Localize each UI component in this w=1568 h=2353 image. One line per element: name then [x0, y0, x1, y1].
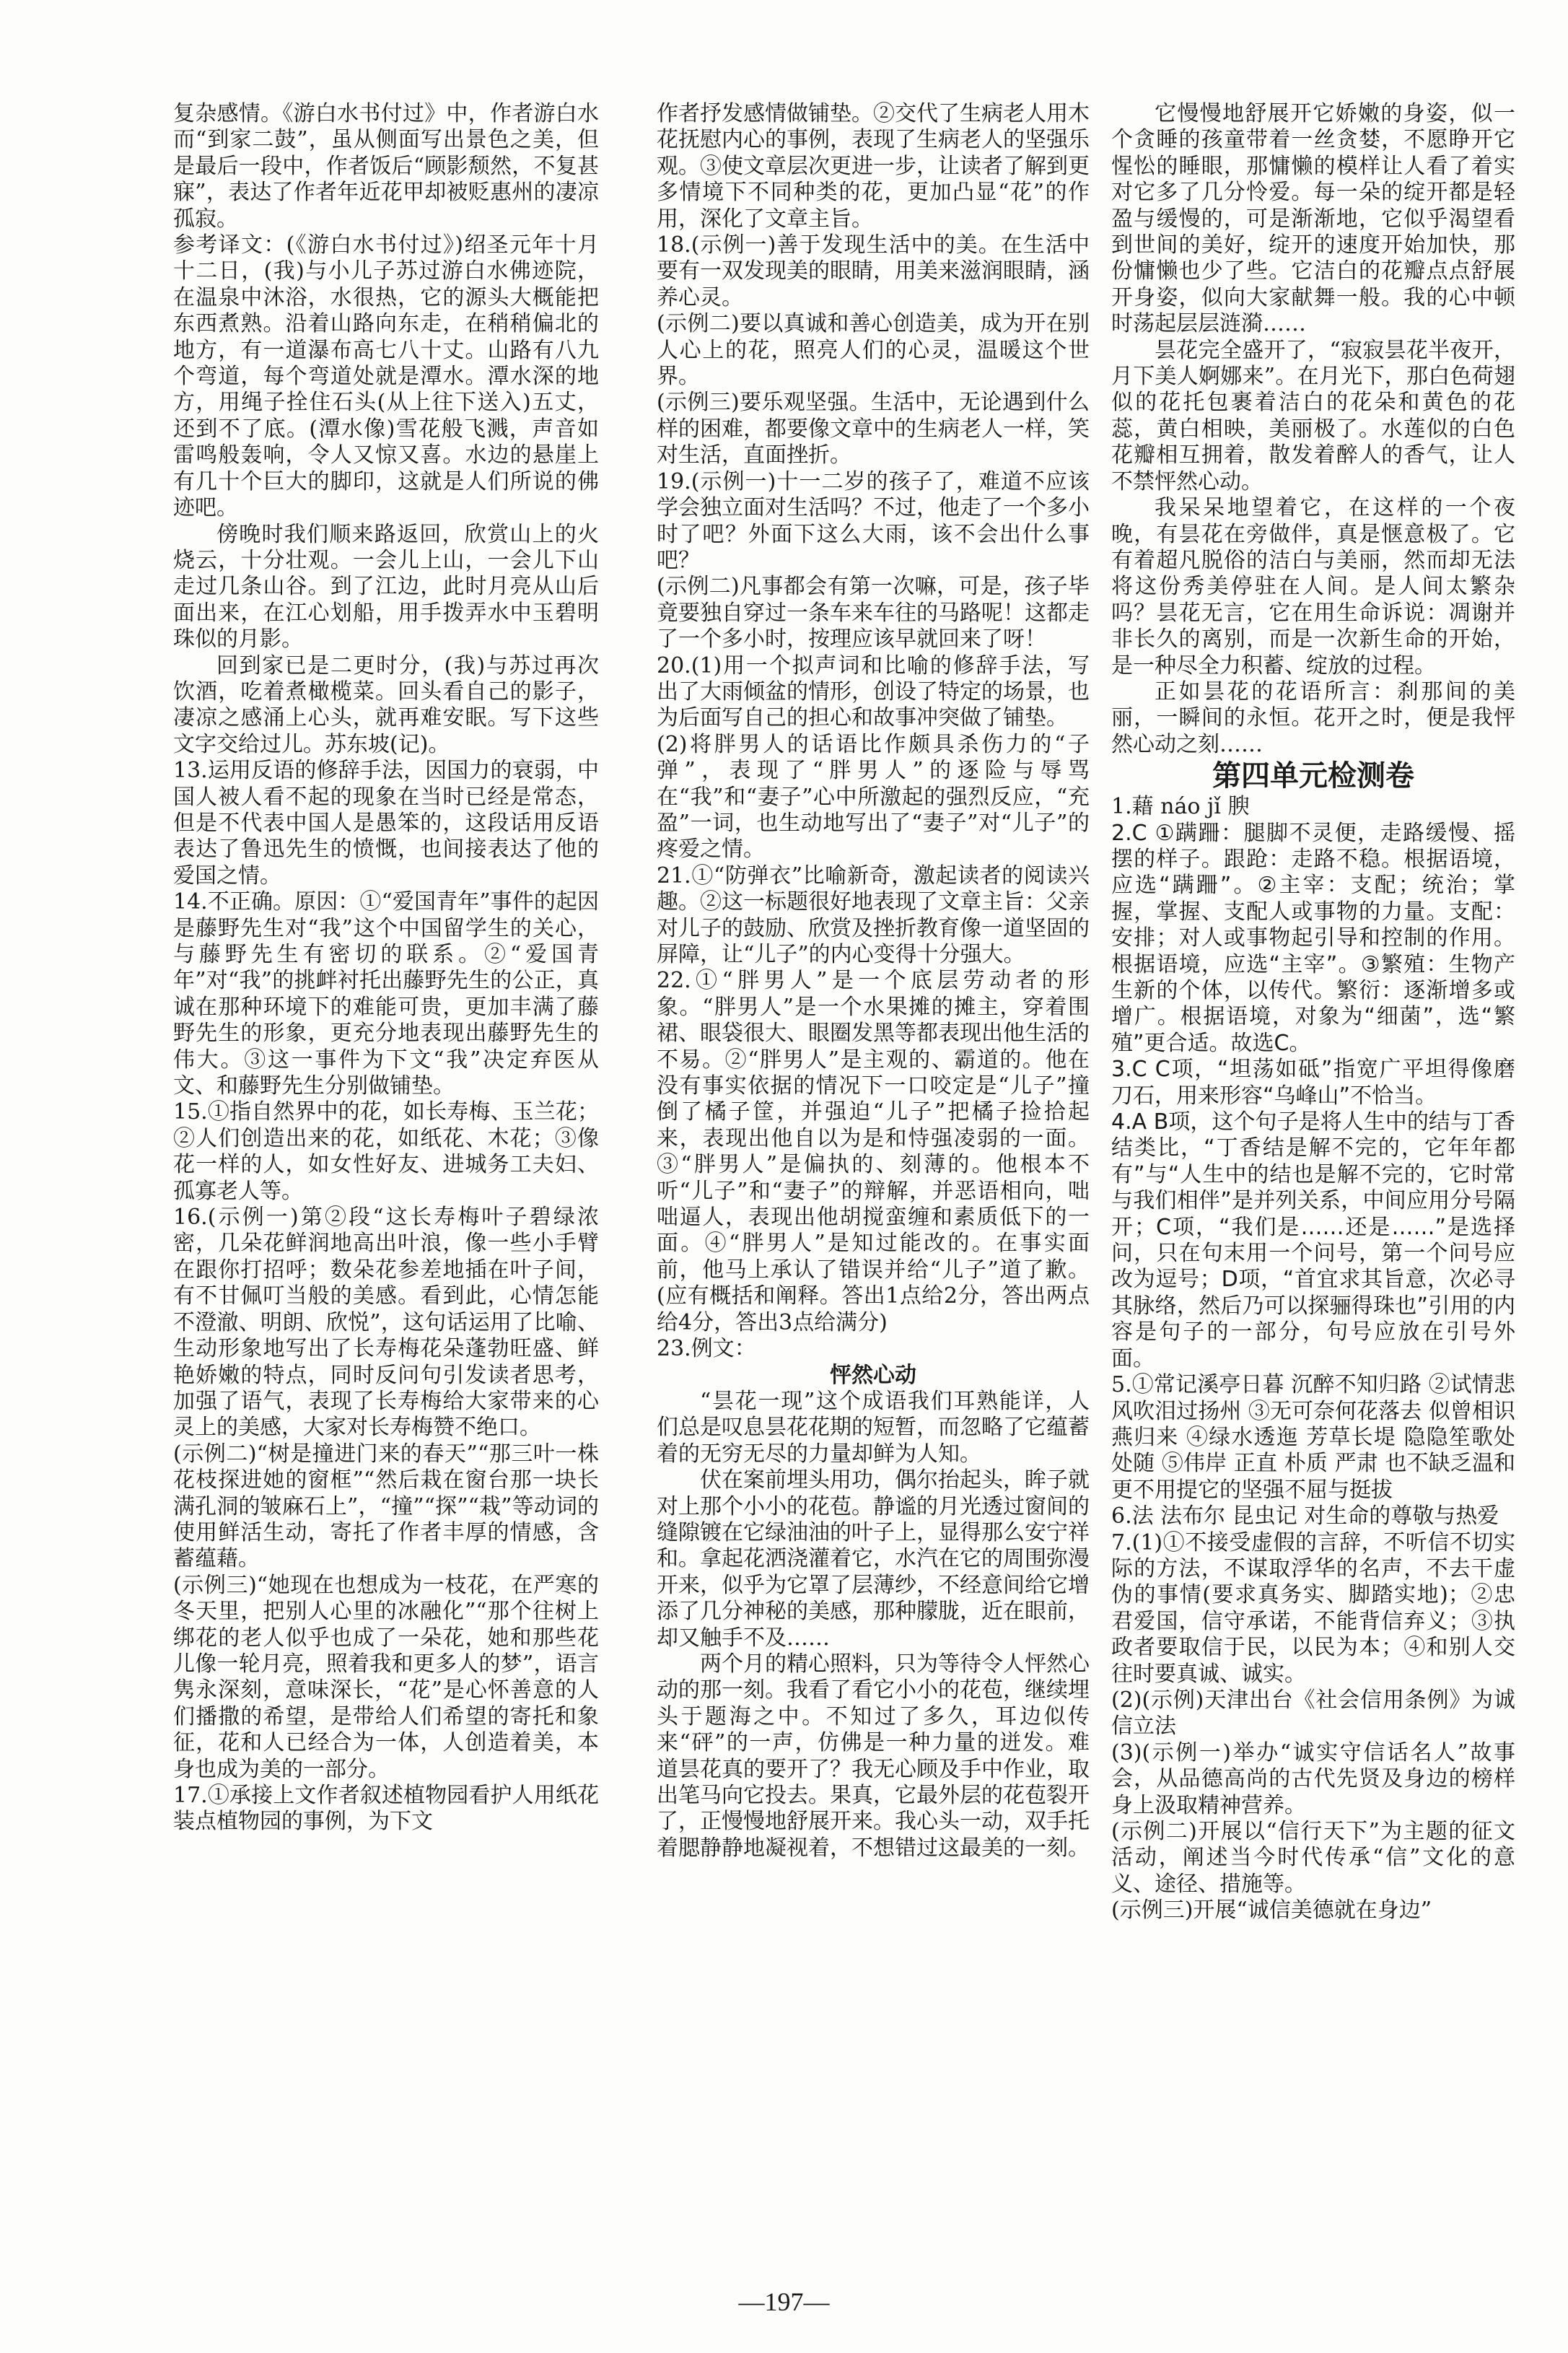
answer-paragraph: 18.(示例一)善于发现生活中的美。在生活中要有一双发现美的眼睛，用美来滋润眼睛，涵养心灵。 [657, 232, 1090, 310]
answer-paragraph: “昙花一现”这个成语我们耳熟能详，人们总是叹息昙花花期的短暂，而忽略了它蕴蓄着的无穷无尽的力量却鲜为人知。 [657, 1388, 1090, 1467]
answer-paragraph: 21.①“防弹衣”比喻新奇，激起读者的阅读兴趣。②这一标题很好地表现了文章主旨：父亲对儿子的鼓励、欣赏及挫折教育像一道坚固的屏障，让“儿子”的内心变得十分强大。 [657, 863, 1090, 967]
answer-paragraph: (示例三)开展“诚信美德就在身边” [1111, 1898, 1432, 1924]
answer-paragraph: 14.不正确。原因：①“爱国青年”事件的起因是藤野先生对“我”这个中国留学生的关心，与藤野先生有密切的联系。②“爱国青年”对“我”的挑衅衬托出藤野先生的公正，真诚在那种环境下的难能可贵，更加丰满了藤野先生的形象，更充分地表现出藤野先生的伟大。③这一事件为下文“我”决定弃医从文、和藤野先生分别做铺垫。 [173, 889, 599, 1099]
page-number: —197— [738, 2287, 830, 2316]
answer-paragraph: 22.①“胖男人”是一个底层劳动者的形象。“胖男人”是一个水果摊的摊主，穿着围裙、眼袋很大、眼圈发黑等都表现出他生活的不易。②“胖男人”是主观的、霸道的。他在没有事实依据的情况下一口咬定是“儿子”撞倒了橘子筐，并强迫“儿子”把橘子捡拾起来，表现出他自以为是和恃强凌弱的一面。③“胖男人”是偏执的、刻薄的。他根本不听“儿子”和“妻子”的辩解，并恶语相向，咄咄逼人，表现出他胡搅蛮缠和素质低下的一面。④“胖男人”是知过能改的。在事实面前，他马上承认了错误并给“儿子”道了歉。(应有概括和阐释。答出1点给2分，答出两点给4分，答出3点给满分) [657, 968, 1090, 1335]
answer-paragraph: (示例三)要乐观坚强。生活中，无论遇到什么样的困难，都要像文章中的生病老人一样，笑对生活，直面挫折。 [657, 390, 1090, 468]
answer-paragraph: 16.(示例一)第②段“这长寿梅叶子碧绿浓密，几朵花鲜润地高出叶浪，像一些小手臂在跟你打招呼；数朵花参差地插在叶子间，有不甘佩叮当般的美感。看到此，心情怎能不澄澈、明朗、欣悦”，这句话运用了比喻、生动形象地写出了长寿梅花朵蓬勃旺盛、鲜艳娇嫩的特点，同时反问句引发读者思考，加强了语气，表现了长寿梅给大家带来的心灵上的美感，大家对长寿梅赞不绝口。 [173, 1205, 599, 1441]
answer-paragraph: 2.C ①蹒跚：腿脚不灵便，走路缓慢、摇摆的样子。跟跄：走路不稳。根据语境，应选“蹒跚”。②主宰：支配；统治；掌握，掌握、支配人或事物的力量。支配：安排；对人或事物起引导和控制的作用。根据语境，应选“主宰”。③繁殖：生物产生新的个体，以传代。繁衍：逐渐增多或增广。根据语境，对象为“细菌”，选“繁殖”更合适。故选C。 [1111, 820, 1515, 1056]
answer-paragraph: (示例二)凡事都会有第一次嘛，可是，孩子毕竟要独自穿过一条车来车往的马路呢！这都走了一个多小时，按理应该早就回来了呀！ [657, 574, 1090, 652]
answer-paragraph: (2)(示例)天津出台《社会信用条例》为诚信立法 [1111, 1687, 1515, 1739]
answer-paragraph: 3.C C项，“坦荡如砥”指宽广平坦得像磨刀石，用来形容“乌峰山”不恰当。 [1111, 1057, 1515, 1109]
answer-paragraph: 17.①承接上文作者叙述植物园看护人用纸花装点植物园的事例，为下文 [173, 1783, 599, 1835]
answer-paragraph: 回到家已是二更时分，(我)与苏过再次饮酒，吃着煮橄榄菜。回头看自己的影子，凄凉之感涌上心头，就再难安眠。写下这些文字交给过儿。苏东坡(记)。 [173, 652, 599, 757]
answer-paragraph: (示例二)“树是撞进门来的春天”“那三叶一株花枝探进她的窗框”“然后栽在窗台那一块长满孔洞的皱麻石上”，“撞”“探”“栽”等动词的使用鲜活生动，寄托了作者丰厚的情感，含蓄蕴藉。 [173, 1441, 599, 1572]
answer-paragraph: (示例二)开展以“信行天下”为主题的征文活动，阐述当今时代传承“信”文化的意义、途径、措施等。 [1111, 1819, 1515, 1897]
answer-paragraph: 复杂感情。《游白水书付过》中，作者游白水而“到家二鼓”，虽从侧面写出景色之美，但是最后一段中，作者饭后“顾影颓然，不复甚寐”，表达了作者年近花甲却被贬惠州的凄凉孤寂。 [173, 101, 599, 232]
answer-column-middle [657, 101, 1090, 1861]
section-heading: 第四单元检测卷 [1212, 759, 1414, 793]
answer-paragraph: (示例二)要以真诚和善心创造美，成为开在别人心上的花，照亮人们的心灵，温暖这个世界。 [657, 311, 1090, 390]
answer-paragraph: 昙花完全盛开了，“寂寂昙花半夜开，月下美人婀娜来”。在月光下，那白色荷翅似的花托包裹着洁白的花朵和黄色的花蕊，黄白相映，美丽极了。水莲似的白色花瓣相互拥着，散发着醉人的香气，让人不禁怦然心动。 [1111, 337, 1515, 494]
answer-paragraph: 伏在案前埋头用功，偶尔抬起头，眸子就对上那个小小的花苞。静谧的月光透过窗间的缝隙镀在它绿油油的叶子上，显得那么安宁祥和。拿起花洒浇灌着它，水汽在它的周围弥漫开来，似乎为它罩了层薄纱，不经意间给它增添了几分神秘的美感，那种朦胧，近在眼前，却又触手不及…… [657, 1467, 1090, 1651]
answer-paragraph: 它慢慢地舒展开它娇嫩的身姿，似一个贪睡的孩童带着一丝贪婪，不愿睁开它惺忪的睡眼，那慵懒的模样让人看了着实对它多了几分怜爱。每一朵的绽开都是轻盈与缓慢的，可是渐渐地，它似乎渴望看到世间的美好，绽开的速度开始加快，那份慵懒也少了些。它洁白的花瓣点点舒展开身姿，似向大家献舞一般。我的心中顿时荡起层层涟漪…… [1111, 101, 1515, 337]
answer-paragraph: 20.(1)用一个拟声词和比喻的修辞手法，写出了大雨倾盆的情形，创设了特定的场景，也为后面写自己的担心和故事冲突做了铺垫。 [657, 652, 1090, 731]
answer-paragraph: (示例三)“她现在也想成为一枝花，在严寒的冬天里，把别人心里的冰融化”“那个往树上绑花的老人似乎也成了一朵花，她和那些花儿像一轮月亮，照着我和更多人的梦”，语言隽永深刻，意味深长，“花”是心怀善意的人们播撒的希望，是带给人们希望的寄托和象征，花和人已经合为一体，人创造着美，本身也成为美的一部分。 [173, 1572, 599, 1782]
answer-paragraph: 我呆呆地望着它，在这样的一个夜晚，有昙花在旁做伴，真是惬意极了。它有着超凡脱俗的洁白与美丽，然而却无法将这份秀美停驻在人间。是人间太繁杂吗？昙花无言，它在用生命诉说：凋谢并非长久的离别，而是一次新生命的开始，是一种尽全力积蓄、绽放的过程。 [1111, 495, 1515, 678]
answer-paragraph: 4.A B项，这个句子是将人生中的结与丁香结类比，“丁香结是解不完的，它年年都有”与“人生中的结也是解不完的，它时常与我们相伴”是并列关系，中间应用分号隔开；C项，“我们是……还是……”是选择问，只在句末用一个问号，第一个问号应改为逗号；D项，“首宜求其旨意，次必寻其脉络，然后乃可以探骊得珠也”引用的内容是句子的一部分，句号应放在引号外面。 [1111, 1109, 1515, 1371]
answer-paragraph: 参考译文：(《游白水书付过》)绍圣元年十月十二日，(我)与小儿子苏过游白水佛迹院，在温泉中沐浴，水很热，它的源头大概能把东西煮熟。沿着山路向东走，在稍稍偏北的地方，有一道瀑布高七八十丈。山路有八九个弯道，每个弯道处就是潭水。潭水深的地方，用绳子拴住石头(从上往下送入)五丈，还到不了底。(潭水像)雪花般飞溅，声音如雷鸣般轰响，令人又惊又喜。水边的悬崖上有几十个巨大的脚印，这就是人们所说的佛迹吧。 [173, 232, 599, 521]
answer-paragraph: 15.①指自然界中的花，如长寿梅、玉兰花；②人们创造出来的花，如纸花、木花；③像花一样的人，如女性好友、进城务工夫妇、孤寡老人等。 [173, 1099, 599, 1204]
answer-paragraph: 13.运用反语的修辞手法，因国力的衰弱，中国人被人看不起的现象在当时已经是常态，但是不代表中国人是愚笨的，这段话用反语表达了鲁迅先生的愤慨，也间接表达了他的爱国之情。 [173, 758, 599, 889]
answer-paragraph: 7.(1)①不接受虚假的言辞，不听信不切实际的方法，不谋取浮华的名声，不去干虚伪的事情(要求真务实、脚踏实地)；②忠君爱国，信守承诺，不能背信弃义；③执政者要取信于民，以民为本；④和别人交往时要真诚、诚实。 [1111, 1529, 1515, 1687]
answer-paragraph: 作者抒发感情做铺垫。②交代了生病老人用木花抚慰内心的事例，表现了生病老人的坚强乐观。③使文章层次更进一步，让读者了解到更多情境下不同种类的花，更加凸显“花”的作用，深化了文章主旨。 [657, 101, 1090, 232]
essay-title: 怦然心动 [830, 1362, 916, 1388]
answer-paragraph: 两个月的精心照料，只为等待令人怦然心动的那一刻。我看了看它小小的花苞，继续埋头于题海之中。不知过了多久，耳边似传来“砰”的一声，仿佛是一种力量的迸发。难道昙花真的要开了？我无心顾及手中作业，取出笔马向它投去。果真，它最外层的花苞裂开了，正慢慢地舒展开来。我心头一动，双手托着腮静静地凝视着，不想错过这最美的一刻。 [657, 1651, 1090, 1861]
answer-paragraph: (3)(示例一)举办“诚实守信话名人”故事会，从品德高尚的古代先贤及身边的榜样身上汲取精神营养。 [1111, 1739, 1515, 1818]
answer-paragraph: 傍晚时我们顺来路返回，欣赏山上的火烧云，十分壮观。一会儿上山，一会儿下山走过几条山谷。到了江边，此时月亮从山后面出来，在江心划船，用手拨弄水中玉碧明珠似的月影。 [173, 521, 599, 652]
answer-column-left [173, 101, 599, 1835]
answer-paragraph: 正如昙花的花语所言：刹那间的美丽，一瞬间的永恒。花开之时，便是我怦然心动之刻…… [1111, 678, 1515, 757]
answer-paragraph: 1.藉 náo jǐ 腴 [1111, 794, 1250, 820]
answer-paragraph: 5.①常记溪亭日暮 沉醉不知归路 ②试情悲风吹泪过扬州 ③无可奈何花落去 似曾相识燕归来 ④绿水透迤 芳草长堤 隐隐笙歌处处随 ⑤伟岸 正直 朴质 严肃 也不缺乏温和 更不用提它的坚强不屈与挺拔 [1111, 1372, 1515, 1503]
answer-paragraph: 19.(示例一)十一二岁的孩子了，难道不应该学会独立面对生活吗？不过，他走了一个多小时了吧？外面下这么大雨，该不会出什么事吧？ [657, 468, 1090, 573]
answer-paragraph: (2)将胖男人的话语比作颇具杀伤力的“子弹”，表现了“胖男人”的逐险与辱骂在“我”和“妻子”心中所激起的强烈反应，“充盈”一词，也生动地写出了“妻子”对“儿子”的疼爱之情。 [657, 731, 1090, 863]
answer-column-right [1111, 101, 1515, 1924]
answer-paragraph: 6.法 法布尔 昆虫记 对生命的尊敬与热爱 [1111, 1503, 1499, 1529]
answer-paragraph: 23.例文： [657, 1336, 756, 1362]
